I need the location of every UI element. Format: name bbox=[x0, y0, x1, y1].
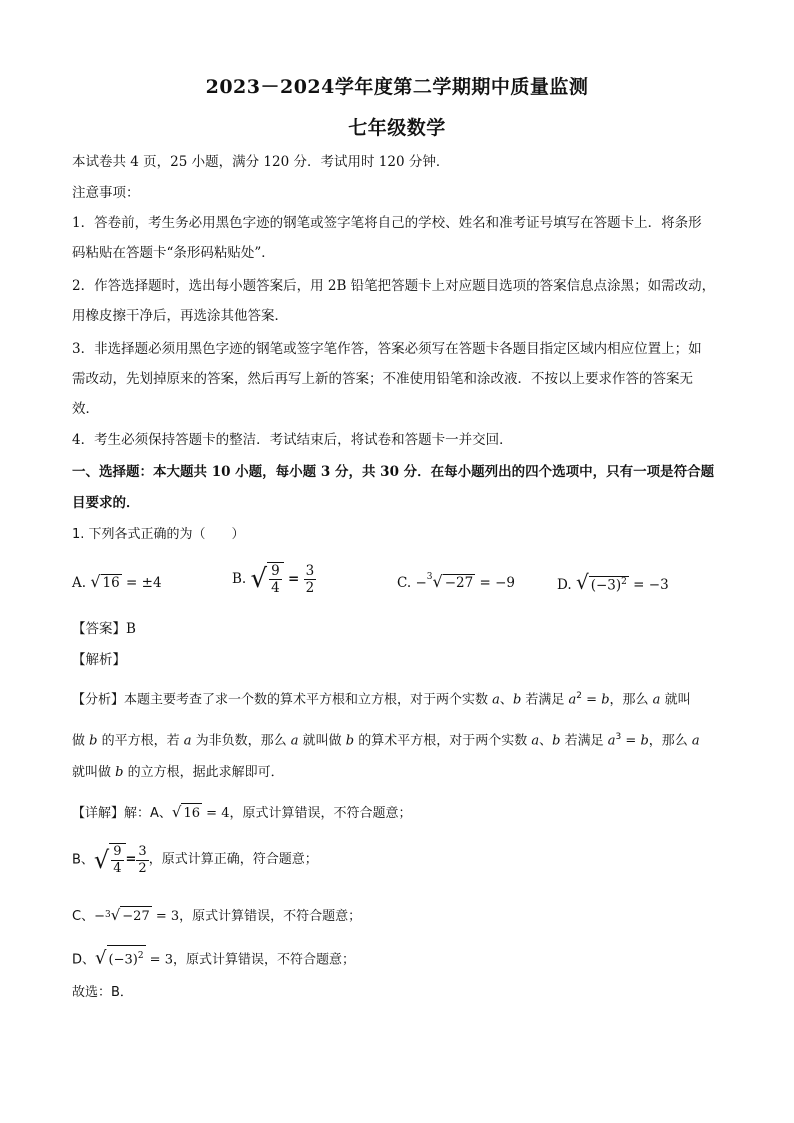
option-b-label: B. bbox=[232, 571, 247, 587]
var-b: b bbox=[115, 765, 124, 780]
exam-info: 本试卷共 4 页，25 小题，满分 120 分．考试用时 120 分钟． bbox=[72, 154, 450, 170]
option-b-result-denominator: 2 bbox=[305, 579, 315, 596]
answer-line bbox=[72, 619, 732, 639]
var-a: a bbox=[183, 733, 192, 749]
sqrt-icon: √ bbox=[90, 572, 101, 591]
detail-d-prefix: D、 bbox=[72, 952, 96, 968]
detail-b-equals: = bbox=[125, 852, 137, 867]
fenxi-text: ，那么 bbox=[648, 733, 692, 749]
option-d bbox=[557, 570, 669, 594]
analysis-line bbox=[72, 650, 732, 670]
detail-line-b bbox=[72, 842, 732, 879]
option-a-rhs: = ±4 bbox=[126, 575, 162, 591]
section-1-heading-line-1: 一、选择题：本大题共 10 小题，每小题 3 分，共 30 分．在每小题列出的四个选项中，只有一项是符合题 bbox=[72, 464, 715, 480]
sqrt-icon: √ bbox=[93, 846, 110, 874]
detail-c-rhs: = 3 bbox=[151, 909, 180, 924]
option-b-numerator: 9 bbox=[271, 563, 280, 579]
var-b: b bbox=[345, 733, 355, 749]
option-b-fraction bbox=[267, 562, 284, 596]
detail-b-result-numerator: 3 bbox=[138, 843, 147, 859]
notice-3-line-2: 需改动，先划掉原来的答案，然后再写上新的答案；不准使用铅笔和涂改液．不按以上要求作答的答案无 bbox=[72, 371, 693, 387]
conclusion: 故选：B． bbox=[72, 985, 133, 1000]
var-a: a bbox=[607, 733, 616, 749]
page-title: 2023－2024学年度第二学期期中质量监测 bbox=[205, 76, 589, 98]
detail-b-denominator: 4 bbox=[113, 861, 122, 876]
fenxi-text: 做 bbox=[72, 733, 90, 749]
option-c-minus: − bbox=[415, 575, 427, 591]
fenxi-text: 本题主要考查了求一个数的算术平方根和立方根，对于两个实数 bbox=[124, 692, 493, 708]
detail-d-radicand-wrap bbox=[107, 945, 146, 970]
detail-d-comment: ，原式计算错误，不符合题意； bbox=[172, 952, 355, 968]
sqrt-icon: √ bbox=[95, 947, 107, 969]
sqrt-icon: √ bbox=[171, 803, 182, 821]
option-d-label: D. bbox=[557, 577, 572, 593]
detail-a-prefix: 解：A、 bbox=[124, 806, 172, 821]
notice-heading: 注意事项： bbox=[72, 185, 140, 201]
detail-c-radicand: −27 bbox=[120, 906, 151, 927]
question-1-stem: 1. 下列各式正确的为（ ） bbox=[72, 527, 245, 542]
option-c bbox=[397, 572, 515, 591]
option-b-result-fraction bbox=[304, 563, 317, 596]
detail-b-result-fraction bbox=[136, 844, 148, 877]
sqrt-icon: √ bbox=[575, 570, 589, 594]
notice-3-line-1: 3．非选择题必须用黑色字迹的钢笔或签字笔作答，答案必须写在答题卡各题目指定区域内相应位置上；如 bbox=[72, 341, 702, 357]
option-d-rhs: = −3 bbox=[633, 577, 669, 593]
exponent: 3 bbox=[615, 732, 622, 742]
var-a: a bbox=[492, 692, 500, 708]
option-c-root-index: 3 bbox=[426, 572, 433, 582]
var-a: a bbox=[290, 733, 299, 749]
fenxi-line-1 bbox=[72, 686, 732, 710]
fenxi-text: 就叫做 bbox=[298, 733, 346, 749]
option-d-exponent: 2 bbox=[621, 576, 627, 587]
notice-2-line-2: 用橡皮擦干净后，再选涂其他答案． bbox=[72, 308, 288, 324]
option-a bbox=[72, 572, 162, 591]
detail-b-result-denominator: 2 bbox=[138, 860, 147, 876]
analysis-tag: 【解析】 bbox=[72, 652, 126, 668]
detail-c-root-index: 3 bbox=[104, 910, 111, 920]
fenxi-text: 若满足 bbox=[521, 692, 569, 708]
fenxi-text: 、 bbox=[499, 692, 513, 708]
var-a: a bbox=[691, 733, 700, 749]
option-b bbox=[232, 562, 316, 596]
var-b: b bbox=[89, 733, 98, 749]
detail-c-comment: ，原式计算错误，不符合题意； bbox=[179, 909, 362, 924]
answer-tag: 【答案】 bbox=[72, 621, 126, 637]
equals: = bbox=[582, 692, 602, 708]
fenxi-tag: 【分析】 bbox=[72, 692, 125, 708]
fenxi-text: 的算术平方根，对于两个实数 bbox=[354, 733, 532, 749]
sqrt-icon: √ bbox=[250, 564, 268, 594]
option-b-result-numerator: 3 bbox=[305, 562, 315, 579]
detail-line-d bbox=[72, 945, 732, 970]
fenxi-text: 的平方根，若 bbox=[97, 733, 184, 749]
detail-tag: 【详解】 bbox=[72, 806, 125, 821]
sqrt-icon: √ bbox=[432, 572, 443, 591]
var-b: b bbox=[512, 692, 522, 708]
option-d-radicand-wrap bbox=[589, 576, 629, 594]
notice-1-line-1: 1．答卷前，考生务必用黑色字迹的钢笔或签字笔将自己的学校、姓名和准考证号填写在答题卡上．将条形 bbox=[72, 215, 702, 231]
option-c-label: C. bbox=[397, 575, 412, 591]
detail-d-radicand: (−3) bbox=[108, 952, 138, 968]
option-a-label: A. bbox=[72, 575, 87, 591]
option-b-denominator: 4 bbox=[271, 580, 280, 596]
page-subtitle: 七年级数学 bbox=[348, 117, 446, 139]
fenxi-text: 的立方根，据此求解即可． bbox=[123, 765, 284, 780]
fenxi-line-3 bbox=[72, 763, 732, 783]
fenxi-text: 若满足 bbox=[560, 733, 608, 749]
detail-b-numerator: 9 bbox=[113, 844, 122, 859]
fenxi-text: 为非负数，那么 bbox=[191, 733, 291, 749]
sqrt-icon: √ bbox=[110, 906, 121, 924]
fenxi-line-2 bbox=[72, 727, 732, 751]
detail-line-a bbox=[72, 802, 732, 824]
fenxi-text: 就叫 bbox=[660, 692, 691, 708]
option-b-equals: = bbox=[287, 571, 300, 587]
option-a-radicand: 16 bbox=[102, 575, 120, 591]
equals: = bbox=[621, 733, 641, 749]
notice-2-line-1: 2．作答选择题时，选出每小题答案后，用 2B 铅笔把答题卡上对应题目选项的答案信息点涂黑；如需改动， bbox=[72, 278, 716, 294]
detail-d-exponent: 2 bbox=[137, 951, 144, 961]
option-c-radicand: −27 bbox=[444, 575, 474, 591]
notice-1-line-2: 码粘贴在答题卡“条形码粘贴处”． bbox=[72, 245, 275, 261]
detail-a-radicand: 16 bbox=[181, 803, 202, 824]
var-a: a bbox=[531, 733, 540, 749]
var-b: b bbox=[640, 733, 649, 749]
fenxi-text: 、 bbox=[539, 733, 553, 749]
detail-a-rhs: = 4 bbox=[202, 806, 230, 821]
answer-value: B bbox=[126, 621, 136, 637]
exponent: 2 bbox=[576, 691, 583, 701]
detail-d-rhs: = 3 bbox=[145, 952, 173, 968]
fenxi-text: 就叫做 bbox=[72, 765, 116, 780]
var-a: a bbox=[652, 692, 661, 708]
detail-c-minus: − bbox=[94, 909, 105, 924]
var-b: b bbox=[601, 692, 610, 708]
detail-b-prefix: B、 bbox=[72, 852, 94, 868]
option-d-radicand: (−3) bbox=[590, 577, 622, 593]
notice-3-line-3: 效． bbox=[72, 401, 99, 417]
detail-a-comment: ，原式计算错误，不符合题意； bbox=[229, 806, 412, 821]
fenxi-text: ，那么 bbox=[609, 692, 653, 708]
section-1-heading-line-2: 目要求的． bbox=[72, 495, 140, 511]
detail-b-fraction bbox=[109, 843, 125, 877]
option-c-rhs: = −9 bbox=[479, 575, 515, 591]
var-a: a bbox=[568, 692, 577, 708]
detail-line-c bbox=[72, 905, 732, 927]
detail-c-prefix: C、 bbox=[72, 909, 95, 924]
var-b: b bbox=[552, 733, 561, 749]
notice-4: 4．考生必须保持答题卡的整洁．考试结束后，将试卷和答题卡一并交回． bbox=[72, 432, 513, 448]
detail-b-comment: ，原式计算正确，符合题意； bbox=[148, 852, 318, 867]
